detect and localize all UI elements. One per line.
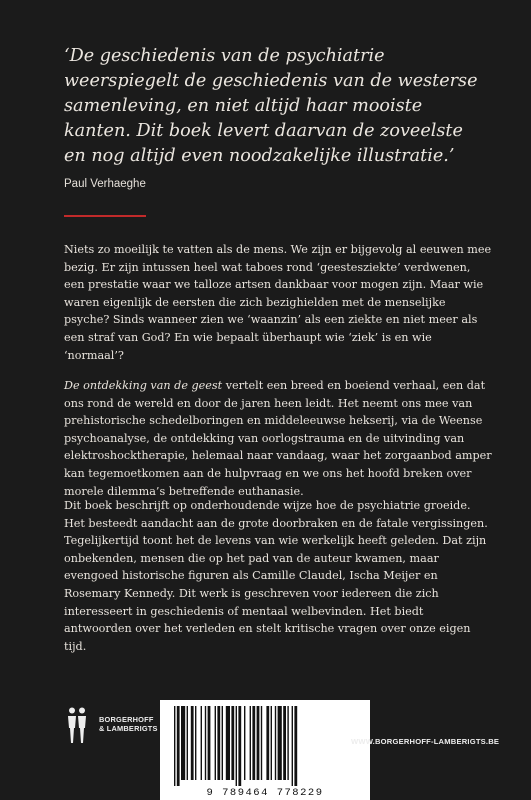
publisher-website: WWW.BORGERHOFF-LAMBERIGTS.BE — [351, 737, 500, 746]
isbn-barcode — [160, 700, 370, 800]
endorsement-quote: ‘De geschiedenis van de psychiatrie weerspiegelt de geschiedenis van de westerse samenleving, en niet altijd haar mooiste kanten. Dit boek levert daarvan de zoveelste en nog altijd even noodzakelijke illustratie.’ — [64, 46, 478, 166]
blurb-paragraph-2-text: vertelt een breed en boeiend verhaal, een dat ons rond de wereld en door de jaren heen leidt. Het neemt ons mee van prehistorische schedelboringen en middeleeuwse hekserij, via de Weense psychoanalyse, de ontdekking van oorlogstrauma en de uitvinding van elektroshocktherapie, helemaal naar vandaag, waar het zorgaanbod amper kan tegemoetkomen aan de hulpvraag en we ons het hoofd breken over morele dilemma’s betreffende euthanasie. — [64, 379, 492, 498]
quote-author: Paul Verhaeghe — [64, 178, 146, 190]
cover-footer — [0, 700, 531, 800]
isbn-number: 9 789464 778229 — [206, 787, 324, 799]
blurb-paragraph-3: Dit boek beschrijft op onderhoudende wijze hoe de psychiatrie groeide. Het besteedt aandacht aan de grote doorbraken en de fatale vergissingen. Tegelijkertijd toont het de levens van wie werkelijk heeft geleden. Dat zijn onbekenden, mensen die op het pad van de auteur kwamen, maar evengoed historische figuren als Camille Claudel, Ischa Meijer en Rosemary Kennedy. Dit werk is geschreven voor iedereen die zich interesseert in geschiedenis of mentaal welbevinden. Het biedt antwoorden over het verleden en stelt kritische vragen over onze eigen tijd. — [64, 499, 488, 653]
publisher-line-2: & LAMBERIGTS — [99, 724, 158, 733]
publisher-line-1: BORGERHOFF — [99, 715, 154, 724]
book-title-italic: De ontdekking van de geest — [64, 379, 223, 392]
blurb-paragraph-1: Niets zo moeilijk te vatten als de mens. We zijn er bijgevolg al eeuwen mee bezig. Er zijn intussen heel wat taboes rond ‘geestesziekte’ verdwenen, een prestatie waar we talloze artsen dankbaar voor mogen zijn. Maar wie waren eigenlijk de eersten die zich bezighielden met de menselijke psyche? Sinds wanneer zien we ‘waanzin’ als een ziekte en niet meer als een straf van God? En wie bepaalt überhaupt wie ‘ziek’ is en wie ‘normaal’? — [64, 243, 492, 362]
barcode-bars — [172, 706, 358, 786]
publisher-name — [99, 715, 158, 733]
accent-divider — [64, 215, 146, 217]
two-figures-logo-icon — [66, 707, 88, 745]
blurb-paragraph-2 — [64, 377, 494, 500]
